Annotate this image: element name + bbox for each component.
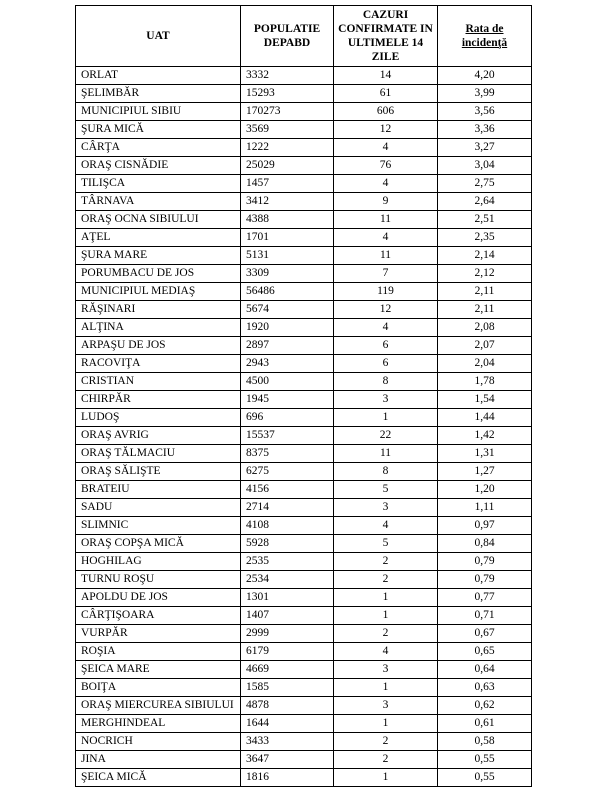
cases-cell: 11 xyxy=(334,211,438,229)
rate-cell: 2,14 xyxy=(438,247,532,265)
table-row xyxy=(76,175,532,193)
rate-cell: 3,04 xyxy=(438,157,532,175)
cases-cell: 2 xyxy=(334,733,438,751)
uat-cell: ARPAŞU DE JOS xyxy=(76,337,241,355)
table-row xyxy=(76,67,532,85)
cases-cell: 3 xyxy=(334,661,438,679)
population-cell: 3309 xyxy=(241,265,334,283)
cases-cell: 11 xyxy=(334,445,438,463)
uat-cell: ALŢINA xyxy=(76,319,241,337)
table-row xyxy=(76,121,532,139)
uat-cell: RĂŞINARI xyxy=(76,301,241,319)
cases-cell: 1 xyxy=(334,715,438,733)
table-row xyxy=(76,103,532,121)
table-row xyxy=(76,697,532,715)
cases-cell: 6 xyxy=(334,355,438,373)
rate-cell: 3,56 xyxy=(438,103,532,121)
cases-cell: 8 xyxy=(334,373,438,391)
uat-cell: ORAŞ OCNA SIBIULUI xyxy=(76,211,241,229)
rate-cell: 2,11 xyxy=(438,301,532,319)
rate-cell: 1,31 xyxy=(438,445,532,463)
uat-cell: HOGHILAG xyxy=(76,553,241,571)
uat-cell: ŞEICA MICĂ xyxy=(76,769,241,787)
column-header-cases: CAZURI CONFIRMATE IN ULTIMELE 14 ZILE xyxy=(334,6,438,67)
cases-cell: 4 xyxy=(334,175,438,193)
population-cell: 1301 xyxy=(241,589,334,607)
table-row xyxy=(76,409,532,427)
uat-cell: CHIRPĂR xyxy=(76,391,241,409)
rate-cell: 3,27 xyxy=(438,139,532,157)
incidence-table xyxy=(75,5,532,787)
rate-cell: 0,71 xyxy=(438,607,532,625)
population-cell: 2999 xyxy=(241,625,334,643)
table-row xyxy=(76,211,532,229)
rate-cell: 0,65 xyxy=(438,643,532,661)
rate-cell: 1,11 xyxy=(438,499,532,517)
population-cell: 696 xyxy=(241,409,334,427)
cases-cell: 1 xyxy=(334,679,438,697)
population-cell: 56486 xyxy=(241,283,334,301)
rate-cell: 3,99 xyxy=(438,85,532,103)
uat-cell: ŞURA MICĂ xyxy=(76,121,241,139)
table-row xyxy=(76,715,532,733)
population-cell: 1457 xyxy=(241,175,334,193)
rate-cell: 2,64 xyxy=(438,193,532,211)
table-body xyxy=(76,67,532,787)
uat-cell: CRISTIAN xyxy=(76,373,241,391)
table-row xyxy=(76,157,532,175)
table-row xyxy=(76,733,532,751)
rate-cell: 2,11 xyxy=(438,283,532,301)
population-cell: 3332 xyxy=(241,67,334,85)
uat-cell: NOCRICH xyxy=(76,733,241,751)
table-row xyxy=(76,139,532,157)
population-cell: 4500 xyxy=(241,373,334,391)
uat-cell: APOLDU DE JOS xyxy=(76,589,241,607)
population-cell: 5131 xyxy=(241,247,334,265)
cases-cell: 6 xyxy=(334,337,438,355)
population-cell: 4669 xyxy=(241,661,334,679)
cases-cell: 1 xyxy=(334,589,438,607)
uat-cell: RACOVIŢA xyxy=(76,355,241,373)
cases-cell: 4 xyxy=(334,319,438,337)
rate-cell: 2,08 xyxy=(438,319,532,337)
cases-cell: 3 xyxy=(334,391,438,409)
table-row xyxy=(76,319,532,337)
cases-cell: 606 xyxy=(334,103,438,121)
population-cell: 15537 xyxy=(241,427,334,445)
table-row xyxy=(76,643,532,661)
uat-cell: SLIMNIC xyxy=(76,517,241,535)
cases-cell: 14 xyxy=(334,67,438,85)
rate-cell: 0,61 xyxy=(438,715,532,733)
rate-cell: 1,54 xyxy=(438,391,532,409)
table-row xyxy=(76,589,532,607)
uat-cell: BOIŢA xyxy=(76,679,241,697)
cases-cell: 12 xyxy=(334,121,438,139)
cases-cell: 12 xyxy=(334,301,438,319)
rate-cell: 1,20 xyxy=(438,481,532,499)
population-cell: 1701 xyxy=(241,229,334,247)
uat-cell: MUNICIPIUL MEDIAŞ xyxy=(76,283,241,301)
table-row xyxy=(76,445,532,463)
population-cell: 1816 xyxy=(241,769,334,787)
cases-cell: 2 xyxy=(334,553,438,571)
population-cell: 8375 xyxy=(241,445,334,463)
cases-cell: 7 xyxy=(334,265,438,283)
table-row xyxy=(76,193,532,211)
uat-cell: LUDOŞ xyxy=(76,409,241,427)
table-row xyxy=(76,391,532,409)
population-cell: 3569 xyxy=(241,121,334,139)
table-header xyxy=(76,6,532,67)
rate-cell: 0,67 xyxy=(438,625,532,643)
table-row xyxy=(76,265,532,283)
uat-cell: ORAŞ MIERCUREA SIBIULUI xyxy=(76,697,241,715)
uat-cell: ORAŞ TĂLMACIU xyxy=(76,445,241,463)
population-cell: 2897 xyxy=(241,337,334,355)
rate-cell: 0,55 xyxy=(438,769,532,787)
rate-cell: 0,55 xyxy=(438,751,532,769)
population-cell: 4388 xyxy=(241,211,334,229)
population-cell: 25029 xyxy=(241,157,334,175)
population-cell: 1945 xyxy=(241,391,334,409)
uat-cell: BRATEIU xyxy=(76,481,241,499)
population-cell: 2714 xyxy=(241,499,334,517)
rate-cell: 0,58 xyxy=(438,733,532,751)
uat-cell: ŞEICA MARE xyxy=(76,661,241,679)
table-row xyxy=(76,373,532,391)
cases-cell: 5 xyxy=(334,535,438,553)
rate-cell: 2,51 xyxy=(438,211,532,229)
column-header-incidence-rate: Rata de incidenţă xyxy=(438,6,532,67)
population-cell: 2535 xyxy=(241,553,334,571)
rate-cell: 2,07 xyxy=(438,337,532,355)
table-row xyxy=(76,769,532,787)
rate-cell: 1,44 xyxy=(438,409,532,427)
uat-cell: JINA xyxy=(76,751,241,769)
cases-cell: 1 xyxy=(334,607,438,625)
uat-cell: ORLAT xyxy=(76,67,241,85)
table-row xyxy=(76,355,532,373)
rate-cell: 0,97 xyxy=(438,517,532,535)
cases-cell: 3 xyxy=(334,697,438,715)
population-cell: 4108 xyxy=(241,517,334,535)
uat-cell: CÂRŢA xyxy=(76,139,241,157)
uat-cell: TURNU ROŞU xyxy=(76,571,241,589)
table-row xyxy=(76,301,532,319)
table-row xyxy=(76,463,532,481)
cases-cell: 76 xyxy=(334,157,438,175)
rate-cell: 2,12 xyxy=(438,265,532,283)
cases-cell: 4 xyxy=(334,643,438,661)
table-row xyxy=(76,337,532,355)
population-cell: 1407 xyxy=(241,607,334,625)
table-row xyxy=(76,661,532,679)
population-cell: 3433 xyxy=(241,733,334,751)
cases-cell: 2 xyxy=(334,751,438,769)
uat-cell: VURPĂR xyxy=(76,625,241,643)
population-cell: 3412 xyxy=(241,193,334,211)
cases-cell: 22 xyxy=(334,427,438,445)
cases-cell: 61 xyxy=(334,85,438,103)
cases-cell: 4 xyxy=(334,139,438,157)
uat-cell: AŢEL xyxy=(76,229,241,247)
uat-cell: TILIŞCA xyxy=(76,175,241,193)
table-row xyxy=(76,283,532,301)
rate-cell: 0,79 xyxy=(438,571,532,589)
cases-cell: 11 xyxy=(334,247,438,265)
uat-cell: SADU xyxy=(76,499,241,517)
uat-cell: CÂRŢIŞOARA xyxy=(76,607,241,625)
table-row xyxy=(76,607,532,625)
table-row xyxy=(76,553,532,571)
rate-cell: 0,64 xyxy=(438,661,532,679)
table-row xyxy=(76,517,532,535)
uat-cell: ORAŞ CISNĂDIE xyxy=(76,157,241,175)
population-cell: 6179 xyxy=(241,643,334,661)
cases-cell: 8 xyxy=(334,463,438,481)
rate-cell: 1,42 xyxy=(438,427,532,445)
cases-cell: 2 xyxy=(334,625,438,643)
uat-cell: ŞURA MARE xyxy=(76,247,241,265)
table-row xyxy=(76,247,532,265)
table-row xyxy=(76,751,532,769)
rate-cell: 2,75 xyxy=(438,175,532,193)
rate-cell: 3,36 xyxy=(438,121,532,139)
rate-cell: 0,63 xyxy=(438,679,532,697)
population-cell: 170273 xyxy=(241,103,334,121)
population-cell: 2534 xyxy=(241,571,334,589)
population-cell: 4878 xyxy=(241,697,334,715)
rate-cell: 0,77 xyxy=(438,589,532,607)
population-cell: 4156 xyxy=(241,481,334,499)
uat-cell: ROŞIA xyxy=(76,643,241,661)
population-cell: 1585 xyxy=(241,679,334,697)
rate-cell: 0,79 xyxy=(438,553,532,571)
cases-cell: 1 xyxy=(334,769,438,787)
column-header-uat: UAT xyxy=(76,6,241,67)
uat-cell: ORAŞ SĂLIŞTE xyxy=(76,463,241,481)
table-row xyxy=(76,229,532,247)
cases-cell: 4 xyxy=(334,517,438,535)
table-row xyxy=(76,85,532,103)
population-cell: 5928 xyxy=(241,535,334,553)
rate-cell: 1,78 xyxy=(438,373,532,391)
population-cell: 1644 xyxy=(241,715,334,733)
table-row xyxy=(76,679,532,697)
rate-cell: 2,35 xyxy=(438,229,532,247)
population-cell: 1222 xyxy=(241,139,334,157)
table-row xyxy=(76,499,532,517)
table-row xyxy=(76,571,532,589)
table-row xyxy=(76,427,532,445)
column-header-population: POPULATIE DEPABD xyxy=(241,6,334,67)
uat-cell: MERGHINDEAL xyxy=(76,715,241,733)
population-cell: 6275 xyxy=(241,463,334,481)
uat-cell: MUNICIPIUL SIBIU xyxy=(76,103,241,121)
cases-cell: 2 xyxy=(334,571,438,589)
cases-cell: 1 xyxy=(334,409,438,427)
uat-cell: PORUMBACU DE JOS xyxy=(76,265,241,283)
population-cell: 2943 xyxy=(241,355,334,373)
table-row xyxy=(76,535,532,553)
rate-cell: 0,62 xyxy=(438,697,532,715)
rate-cell: 0,84 xyxy=(438,535,532,553)
cases-cell: 3 xyxy=(334,499,438,517)
uat-cell: ORAŞ COPŞA MICĂ xyxy=(76,535,241,553)
rate-cell: 1,27 xyxy=(438,463,532,481)
rate-cell: 4,20 xyxy=(438,67,532,85)
uat-cell: ŞELIMBĂR xyxy=(76,85,241,103)
cases-cell: 9 xyxy=(334,193,438,211)
cases-cell: 119 xyxy=(334,283,438,301)
rate-cell: 2,04 xyxy=(438,355,532,373)
table-row xyxy=(76,625,532,643)
cases-cell: 5 xyxy=(334,481,438,499)
population-cell: 15293 xyxy=(241,85,334,103)
uat-cell: TÂRNAVA xyxy=(76,193,241,211)
cases-cell: 4 xyxy=(334,229,438,247)
population-cell: 3647 xyxy=(241,751,334,769)
header-row xyxy=(76,6,532,67)
population-cell: 1920 xyxy=(241,319,334,337)
population-cell: 5674 xyxy=(241,301,334,319)
uat-cell: ORAŞ AVRIG xyxy=(76,427,241,445)
table-row xyxy=(76,481,532,499)
